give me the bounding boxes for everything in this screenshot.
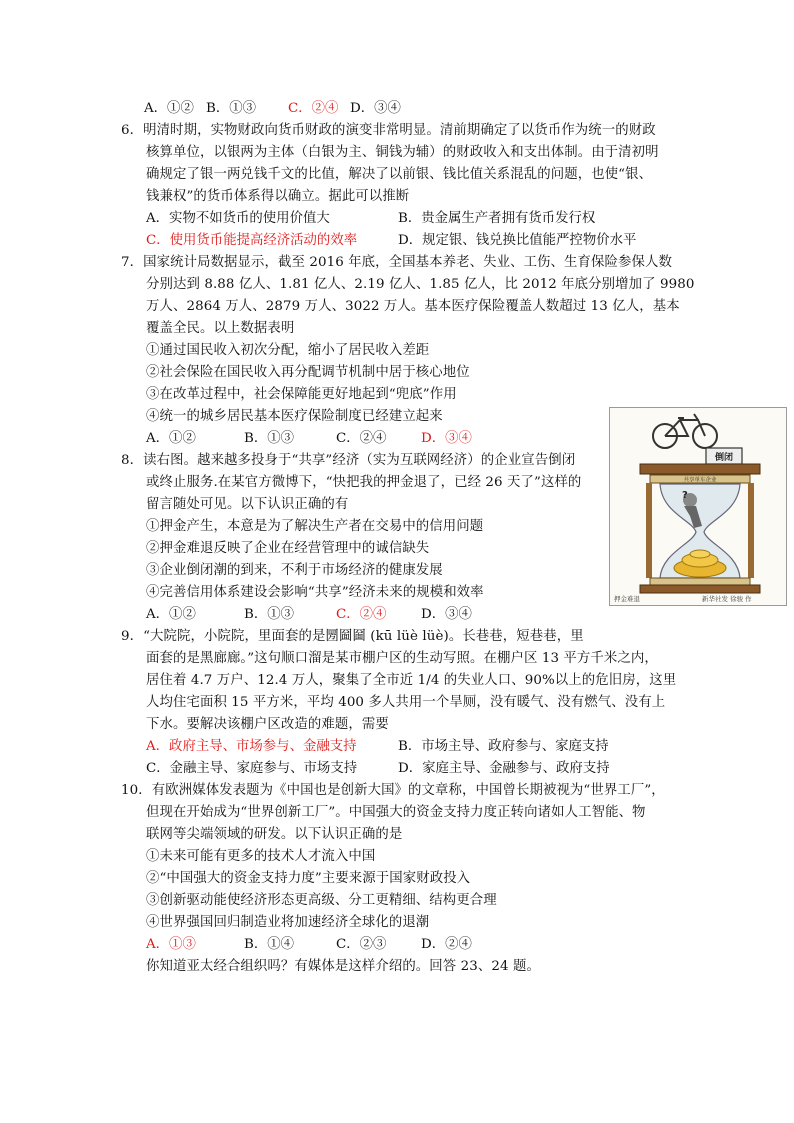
q5-option-b: B．①③: [206, 101, 257, 116]
q9-option-d: D．家庭主导、金融参与、政府支持: [398, 761, 610, 776]
q6-option-d: D．规定银、钱兑换比值能严控物价水平: [398, 233, 637, 248]
q8-line: 或终止服务.在某官方微博下，“快把我的押金退了，已经 26 天了”这样的: [146, 475, 582, 490]
q7-line: 7．国家统计局数据显示，截至 2016 年底，全国基本养老、失业、工伤、生育保险参保人数: [121, 255, 672, 270]
q7-line: 分别达到 8.88 亿人、1.81 亿人、2.19 亿人、1.85 亿人，比 2012 年底分别增加了 9980: [146, 277, 695, 292]
q8-option-c: C．②④: [336, 607, 387, 622]
q10-option-d: D．②④: [421, 937, 472, 952]
cartoon-caption-right: 新华社发 徐骏 作: [702, 595, 752, 603]
q9-line: 面套的是黑廊廊。”这句顺口溜是某市棚户区的生动写照。在棚户区 13 平方千米之内，: [146, 651, 658, 666]
q7-line: 覆盖全民。以上数据表明: [146, 321, 295, 336]
q5-option-a: A．①②: [144, 101, 194, 116]
q8-statement: ③企业倒闭潮的到来，不利于市场经济的健康发展: [146, 563, 443, 578]
q7-line: 万人、2864 万人、2879 万人、3022 万人。基本医疗保险覆盖人数超过 13 亿人，基本: [146, 299, 680, 314]
hourglass-cartoon: [609, 407, 787, 606]
q9-line: 下水。要解决该棚户区改造的难题，需要: [146, 717, 389, 732]
svg-text:?: ?: [682, 490, 688, 501]
q6-line: 确规定了银一两兑钱千文的比值，解决了以前银、钱比值关系混乱的问题，也使“银、: [146, 167, 653, 182]
q9-option-b: B．市场主导、政府参与、家庭支持: [398, 739, 609, 754]
q7-option-c: C．②④: [336, 431, 387, 446]
q7-option-d: D．③④: [421, 431, 472, 446]
q9-option-a: A．政府主导、市场参与、金融支持: [146, 739, 357, 754]
q7-option-b: B．①③: [244, 431, 295, 446]
q8-option-a: A．①②: [146, 607, 196, 622]
q5-option-c: C．②④: [288, 101, 339, 116]
q10-line: 联网等尖端领域的研发。以下认识正确的是: [146, 827, 403, 842]
q8-line: 8．读右图。越来越多投身于“共享”经济（实为互联网经济）的企业宣告倒闭: [121, 453, 576, 468]
q7-statement: ②社会保险在国民收入再分配调节机制中居于核心地位: [146, 365, 470, 380]
q7-statement: ③在改革过程中，社会保障能更好地起到“兜底”作用: [146, 387, 457, 402]
closed-sign-text: 倒闭: [714, 453, 734, 463]
q10-line: 10．有欧洲媒体发表题为《中国也是创新大国》的文章称，中国曾长期被视为“世界工厂”，: [121, 783, 665, 798]
q6-line: 钱兼权”的货币体系得以确立。据此可以推断: [146, 189, 410, 204]
q6-option-b: B．贵金属生产者拥有货币发行权: [398, 211, 596, 226]
q5-option-d: D．③④: [350, 101, 401, 116]
q8-statement: ④完善信用体系建设会影响“共享”经济未来的规模和效率: [146, 585, 484, 600]
q7-statement: ①通过国民收入初次分配，缩小了居民收入差距: [146, 343, 430, 358]
q10-option-a: A．①③: [146, 937, 196, 952]
cartoon-caption-left: 押金难退: [614, 595, 640, 603]
q8-statement: ②押金难退反映了企业在经营管理中的诚信缺失: [146, 541, 430, 556]
q6-line: 6．明清时期，实物财政向货币财政的演变非常明显。清前期确定了以货币作为统一的财政: [121, 123, 656, 138]
q6-line: 核算单位，以银两为主体（白银为主、铜钱为辅）的财政收入和支出体制。由于清初明: [146, 145, 659, 160]
q9-line: 人均住宅面积 15 平方米，平均 400 多人共用一个旱厕，没有暖气、没有燃气、没有上: [146, 695, 666, 710]
bicycle-icon: [653, 414, 717, 448]
q9-line: 9．“大院院，小院院，里面套的是圐圙圙 (kū lüè lüè)。长巷巷，短巷巷，里: [121, 629, 584, 644]
q10-statement: ③创新驱动能使经济形态更高级、分工更精细、结构更合理: [146, 893, 497, 908]
q7-statement: ④统一的城乡居民基本医疗保险制度已经建立起来: [146, 409, 443, 424]
q10-statement: ①未来可能有更多的技术人才流入中国: [146, 849, 376, 864]
q7-option-a: A．①②: [146, 431, 196, 446]
q10-option-b: B．①④: [244, 937, 295, 952]
q9-line: 居住着 4.7 万户、12.4 万人，聚集了全市近 1/4 的失业人口、90%以上的危旧房，这里: [146, 673, 677, 688]
q9-option-c: C．金融主导、家庭参与、市场支持: [146, 761, 358, 776]
q6-option-a: A．实物不如货币的使用价值大: [146, 211, 330, 226]
q10-option-c: C．②③: [336, 937, 387, 952]
q10-statement: ②“中国强大的资金支持力度”主要来源于国家财政投入: [146, 871, 471, 886]
q8-line: 留言随处可见。以下认识正确的有: [146, 497, 349, 512]
apec-intro-line: 你知道亚太经合组织吗？有媒体是这样介绍的。回答 23、24 题。: [146, 959, 540, 974]
q10-line: 但现在开始成为“世界创新工厂”。中国强大的资金支持力度正转向诸如人工智能、物: [146, 805, 646, 820]
banner-text: 共享单车企业: [683, 477, 717, 484]
q8-option-d: D．③④: [421, 607, 472, 622]
q8-option-b: B．①③: [244, 607, 295, 622]
q6-option-c: C．使用货币能提高经济活动的效率: [146, 233, 358, 248]
q10-statement: ④世界强国回归制造业将加速经济全球化的退潮: [146, 915, 430, 930]
q8-statement: ①押金产生，本意是为了解决生产者在交易中的信用问题: [146, 519, 484, 534]
